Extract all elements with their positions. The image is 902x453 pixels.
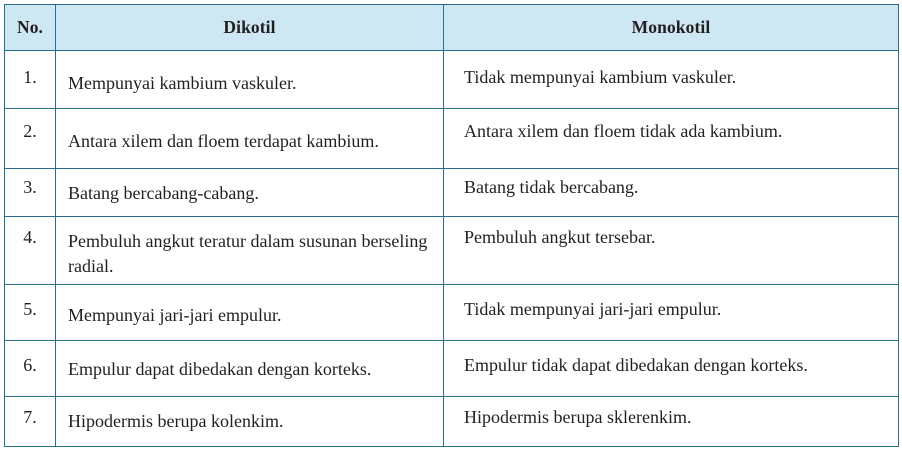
monokotil-cell: Hipodermis berupa sklerenkim. [444, 397, 899, 447]
table-row [5, 285, 899, 341]
row-number: 2. [5, 109, 56, 169]
dikotil-cell: Empulur dapat dibedakan dengan korteks. [56, 341, 444, 397]
table-row [5, 217, 899, 285]
table-row [5, 109, 899, 169]
header-dikotil: Dikotil [56, 5, 444, 51]
table-row [5, 51, 899, 109]
table-row [5, 169, 899, 217]
dikotil-cell: Antara xilem dan floem terdapat kambium. [56, 109, 444, 169]
comparison-table [4, 4, 899, 447]
monokotil-cell: Antara xilem dan floem tidak ada kambium. [444, 109, 899, 169]
dikotil-cell: Pembuluh angkut teratur dalam susunan berseling radial. [56, 217, 444, 285]
header-monokotil: Monokotil [444, 5, 899, 51]
dikotil-cell: Hipodermis berupa kolenkim. [56, 397, 444, 447]
monokotil-cell: Batang tidak bercabang. [444, 169, 899, 217]
header-row [5, 5, 899, 51]
row-number: 4. [5, 217, 56, 285]
dikotil-cell: Mempunyai kambium vaskuler. [56, 51, 444, 109]
dikotil-cell: Batang bercabang-cabang. [56, 169, 444, 217]
dikotil-cell: Mempunyai jari-jari empulur. [56, 285, 444, 341]
row-number: 5. [5, 285, 56, 341]
monokotil-cell: Empulur tidak dapat dibedakan dengan korteks. [444, 341, 899, 397]
header-no: No. [5, 5, 56, 51]
monokotil-cell: Pembuluh angkut tersebar. [444, 217, 899, 285]
row-number: 6. [5, 341, 56, 397]
monokotil-cell: Tidak mempunyai kambium vaskuler. [444, 51, 899, 109]
row-number: 3. [5, 169, 56, 217]
table-row [5, 341, 899, 397]
row-number: 1. [5, 51, 56, 109]
monokotil-cell: Tidak mempunyai jari-jari empulur. [444, 285, 899, 341]
table-row [5, 397, 899, 447]
row-number: 7. [5, 397, 56, 447]
